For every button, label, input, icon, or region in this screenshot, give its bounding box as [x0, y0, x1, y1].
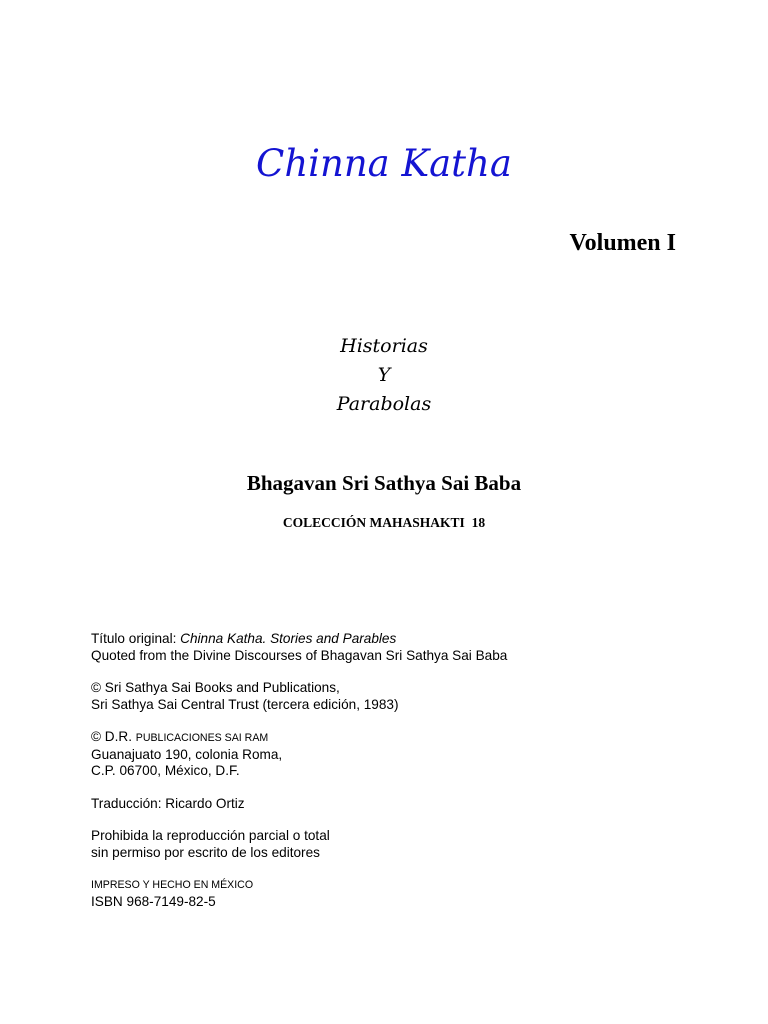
collection-label: COLECCIÓN MAHASHAKTI 18	[282, 515, 486, 530]
volume-label: Volumen I	[569, 230, 676, 256]
rights-line-2: sin permiso por escrito de los editores	[91, 844, 320, 860]
isbn: ISBN 968-7149-82-5	[91, 893, 216, 909]
address-line-2: C.P. 06700, México, D.F.	[91, 763, 240, 778]
credits-block	[91, 631, 507, 910]
address-line-1: Guanajuato 190, colonia Roma,	[91, 746, 283, 762]
rights-line-1: Prohibida la reproducción parcial o total	[91, 828, 330, 843]
original-title-line	[91, 631, 507, 648]
subtitle	[0, 332, 768, 419]
subtitle-line-3: Parabolas	[336, 393, 432, 415]
translation-credit: Traducción: Ricardo Ortiz	[91, 795, 245, 811]
copyright-line-2: Sri Sathya Sai Central Trust (tercera edición, 1983)	[91, 696, 399, 712]
original-title: Chinna Katha. Stories and Parables	[180, 631, 397, 646]
printed-in: IMPRESO Y HECHO EN MÉXICO	[91, 879, 254, 891]
publisher-name: PUBLICACIONES SAI RAM	[135, 732, 269, 744]
publisher-line	[91, 729, 507, 747]
author-name: Bhagavan Sri Sathya Sai Baba	[246, 471, 522, 495]
original-title-label: Título original:	[91, 631, 181, 646]
copyright-line-1: © Sri Sathya Sai Books and Publications,	[91, 680, 340, 695]
book-title: Chinna Katha	[256, 142, 512, 185]
subtitle-line-1: Historias	[340, 335, 428, 357]
copyright-prefix: © D.R.	[91, 729, 136, 744]
quoted-from: Quoted from the Divine Discourses of Bhagavan Sri Sathya Sai Baba	[91, 647, 508, 663]
subtitle-line-2: Y	[377, 364, 391, 386]
